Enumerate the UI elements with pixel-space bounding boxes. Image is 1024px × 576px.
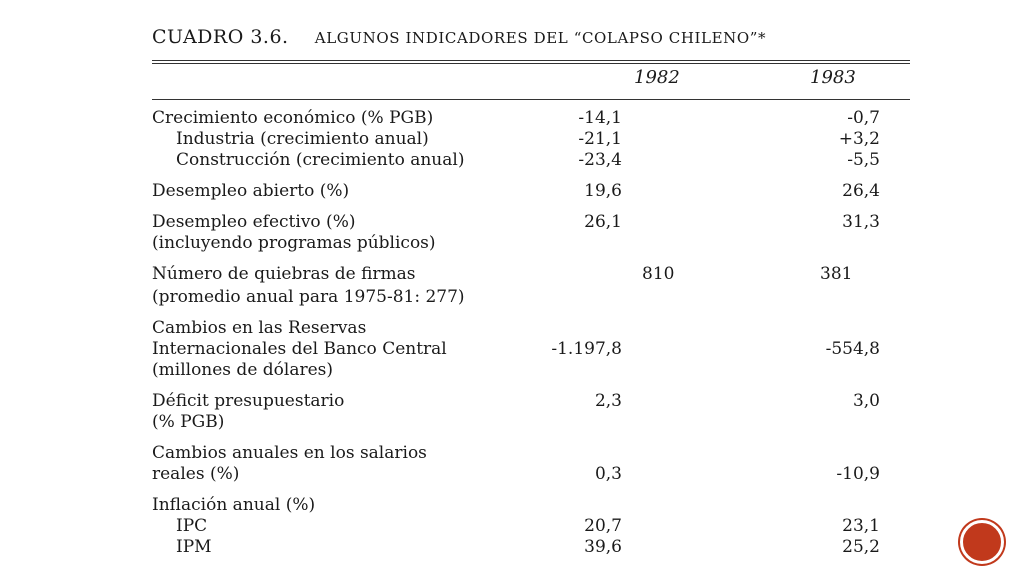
- value-1983: -0,7: [847, 108, 880, 128]
- row-label: IPM: [176, 537, 212, 557]
- column-header-1983: 1983: [810, 67, 856, 88]
- value-1982: 19,6: [584, 181, 622, 201]
- value-1983: -5,5: [847, 150, 880, 170]
- value-1982: 810: [642, 264, 675, 284]
- value-1983: -10,9: [836, 464, 880, 484]
- row-label: Construcción (crecimiento anual): [176, 150, 465, 170]
- table-number: CUADRO 3.6.: [152, 26, 289, 48]
- value-1983: 31,3: [842, 212, 880, 232]
- value-1982: 2,3: [594, 391, 622, 411]
- row-label: (% PGB): [152, 412, 225, 432]
- value-1983: 3,0: [852, 391, 880, 411]
- table-caption: ALGUNOS INDICADORES DEL “COLAPSO CHILENO”*: [314, 29, 767, 47]
- value-1983: +3,2: [838, 129, 880, 149]
- value-1982: 20,7: [584, 516, 622, 536]
- value-1983: 381: [820, 264, 853, 284]
- row-label: (millones de dólares): [152, 360, 334, 380]
- value-1982: 0,3: [594, 464, 622, 484]
- row-label: Internacionales del Banco Central: [152, 339, 447, 359]
- value-1982: 39,6: [584, 537, 622, 557]
- top-rule-double: [152, 63, 910, 64]
- value-1983: 23,1: [842, 516, 880, 536]
- row-label: Desempleo abierto (%): [152, 181, 350, 201]
- row-label: Número de quiebras de firmas: [152, 264, 416, 284]
- row-label: Cambios anuales en los salarios: [152, 443, 427, 463]
- slide-number-badge-icon: [960, 520, 1004, 564]
- row-label: IPC: [176, 516, 208, 536]
- top-rule: [152, 60, 910, 61]
- row-label: Industria (crecimiento anual): [176, 129, 429, 149]
- value-1982: -14,1: [578, 108, 622, 128]
- header-rule: [152, 99, 910, 100]
- value-1982: -21,1: [578, 129, 622, 149]
- row-label: Cambios en las Reservas: [152, 318, 367, 338]
- value-1982: -23,4: [578, 150, 622, 170]
- row-label: (promedio anual para 1975-81: 277): [152, 287, 465, 307]
- column-header-1982: 1982: [634, 67, 680, 88]
- value-1983: -554,8: [825, 339, 880, 359]
- value-1983: 25,2: [842, 537, 880, 557]
- value-1982: -1.197,8: [551, 339, 622, 359]
- table-title: [152, 26, 766, 48]
- row-label: Inflación anual (%): [152, 495, 316, 515]
- row-label: Desempleo efectivo (%): [152, 212, 356, 232]
- row-label: (incluyendo programas públicos): [152, 233, 436, 253]
- row-label: Crecimiento económico (% PGB): [152, 108, 434, 128]
- row-label: reales (%): [152, 464, 240, 484]
- value-1983: 26,4: [842, 181, 880, 201]
- value-1982: 26,1: [584, 212, 622, 232]
- row-label: Déficit presupuestario: [152, 391, 345, 411]
